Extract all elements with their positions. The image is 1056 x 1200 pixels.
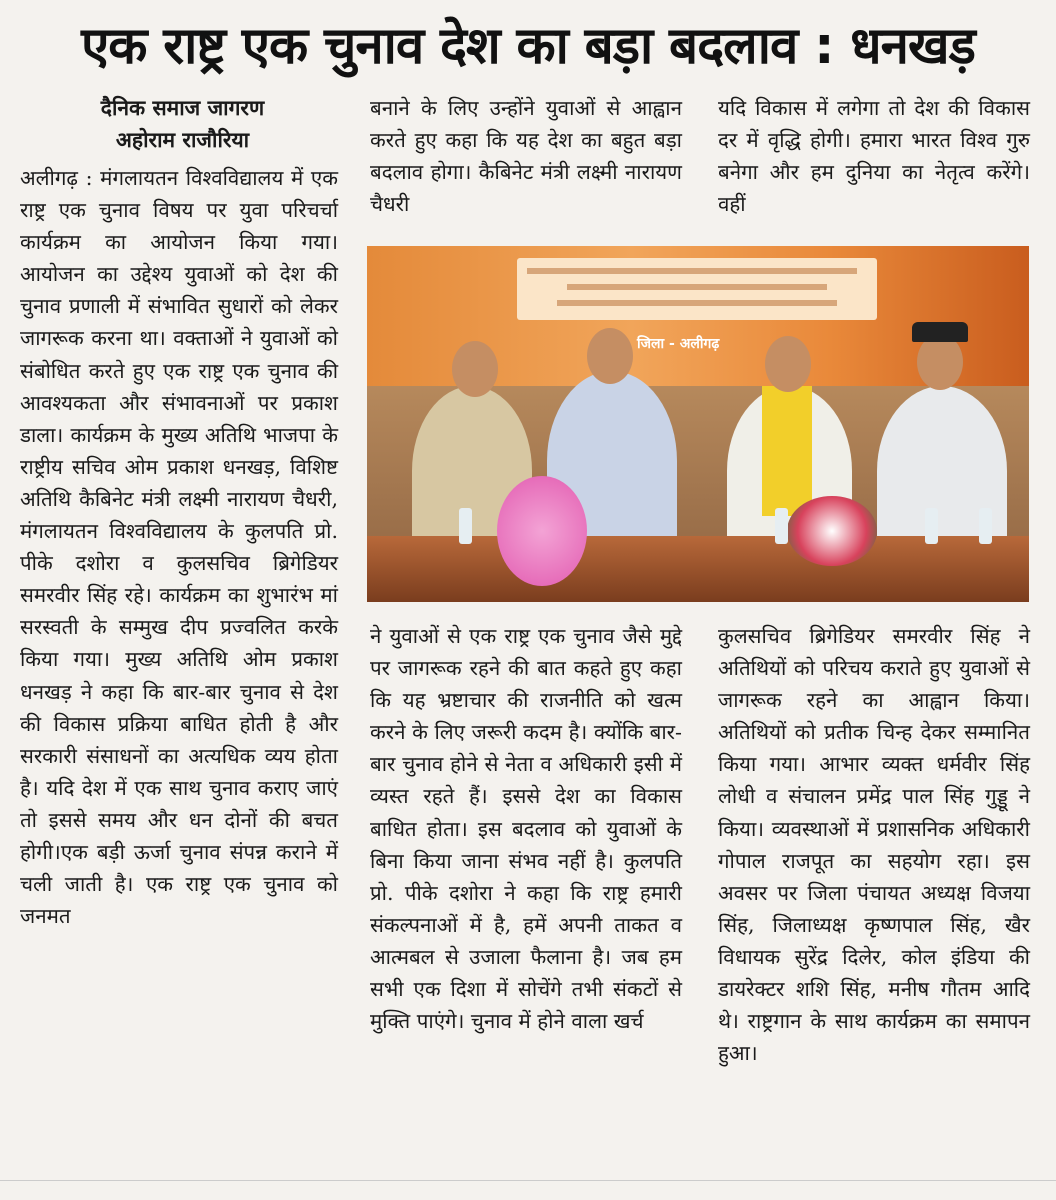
article-column-2-bottom xyxy=(370,620,682,1037)
article-text: कुलसचिव ब्रिगेडियर समरवीर सिंह ने अतिथियों को परिचय कराते हुए युवाओं से जागरूक रहने का आह्वान किया। अतिथियों को प्रतीक चिन्ह देकर सम्मानित किया गया। आभार व्यक्त धर्मवीर सिंह लोधी व संचालन प्रमेंद्र पाल सिंह गुड्डू ने किया। व्यवस्थाओं में प्रशासनिक अधिकारी गोपाल राजपूत का सहयोग रहा। इस अवसर पर जिला पंचायत अध्यक्ष विजया सिंह, जिलाध्यक्ष कृष्णपाल सिंह, खैर विधायक सुरेंद्र दिलेर, कोल इंडिया की डायरेक्टर शशि सिंह, मनीष गौतम आदि थे। राष्ट्रगान के साथ कार्यक्रम का समापन हुआ। xyxy=(718,624,1030,1066)
water-bottle xyxy=(775,508,788,544)
event-photo xyxy=(367,246,1029,602)
water-bottle xyxy=(459,508,472,544)
byline xyxy=(20,92,345,156)
yellow-scarf xyxy=(762,386,812,516)
article-column-3-top xyxy=(718,92,1030,220)
page-bottom-edge xyxy=(0,1180,1056,1200)
article-text: यदि विकास में लगेगा तो देश की विकास दर में वृद्धि होगी। हमारा भारत विश्व गुरु बनेगा और हम दुनिया का नेतृत्व करेंगे। वहीं xyxy=(718,96,1030,217)
banner-district-label: जिला - अलीगढ़ xyxy=(637,336,720,352)
banner-text-strip xyxy=(517,258,877,320)
article-text: अलीगढ़ : मंगलायतन विश्वविद्यालय में एक राष्ट्र एक चुनाव विषय पर युवा परिचर्चा कार्यक्रम का आयोजन किया गया। आयोजन का उद्देश्य युवाओं को देश की चुनाव प्रणाली में संभावित सुधारों को लेकर जागरूक करना था। वक्ताओं ने युवाओं को संबोधित करते हुए एक राष्ट्र एक चुनाव की आवश्यकता और संभावनाओं पर प्रकाश डाला। कार्यक्रम के मुख्य अतिथि भाजपा के राष्ट्रीय सचिव ओम प्रकाश धनखड़, विशिष्ट अतिथि कैबिनेट मंत्री लक्ष्मी नारायण चैधरी, मंगलायतन विश्वविद्यालय के कुलपति प्रो. पीके दशोरा व कुलसचिव ब्रिगेडियर समरवीर सिंह रहे। कार्यक्रम का शुभारंभ मां सरस्वती के सम्मुख दीप प्रज्वलित करके किया गया। मुख्य अतिथि ओम प्रकाश धनखड़ ने कहा कि बार-बार चुनाव से देश की विकास प्रक्रिया बाधित होती है और सरकारी संसाधनों का अत्यधिक व्यय होता है। यदि देश में एक साथ चुनाव कराए जाएं तो इससे समय और धन दोनों की बचत होगी।एक बड़ी ऊर्जा चुनाव संपन्न कराने में चली जाती है। एक राष्ट्र एक चुनाव को जनमत xyxy=(20,166,338,929)
water-bottle xyxy=(979,508,992,544)
guest-head xyxy=(917,334,963,390)
guest-head xyxy=(587,328,633,384)
byline-reporter: अहोराम राजौरिया xyxy=(115,128,250,152)
article-column-3-bottom xyxy=(718,620,1030,1069)
article-column-1 xyxy=(20,162,338,932)
cap xyxy=(912,322,968,342)
byline-source: दैनिक समाज जागरण xyxy=(100,96,265,120)
bouquet xyxy=(787,496,877,566)
article-column-2-top xyxy=(370,92,682,220)
article-text: बनाने के लिए उन्होंने युवाओं से आह्वान करते हुए कहा कि यह देश का बहुत बड़ा बदलाव होगा। कैबिनेट मंत्री लक्ष्मी नारायण चैधरी xyxy=(370,96,682,217)
water-bottle xyxy=(925,508,938,544)
headline: एक राष्ट्र एक चुनाव देश का बड़ा बदलाव : धनखड़ xyxy=(81,17,975,76)
article-text: ने युवाओं से एक राष्ट्र एक चुनाव जैसे मुद्दे पर जागरूक रहने की बात कहते हुए कहा कि यह भ्रष्टाचार की राजनीति को खत्म करने के लिए जरूरी कदम है। क्योंकि बार-बार चुनाव होने से नेता व अधिकारी इसी में व्यस्त रहते हैं। इससे देश का विकास बाधित होता। इस बदलाव को युवाओं के बिना किया जाना संभव नहीं है। कुलपति प्रो. पीके दशोरा ने कहा कि राष्ट्र हमारी संकल्पनाओं में है, हमें अपनी ताकत व आत्मबल से उजाला फैलाना है। जब हम सभी एक दिशा में सोचेंगे तभी संकटों से मुक्ति पाएंगे। चुनाव में होने वाला खर्च xyxy=(370,624,682,1034)
guest-head xyxy=(452,341,498,397)
pink-bouquet xyxy=(497,476,587,586)
guest-head xyxy=(765,336,811,392)
stage-table xyxy=(367,536,1029,602)
